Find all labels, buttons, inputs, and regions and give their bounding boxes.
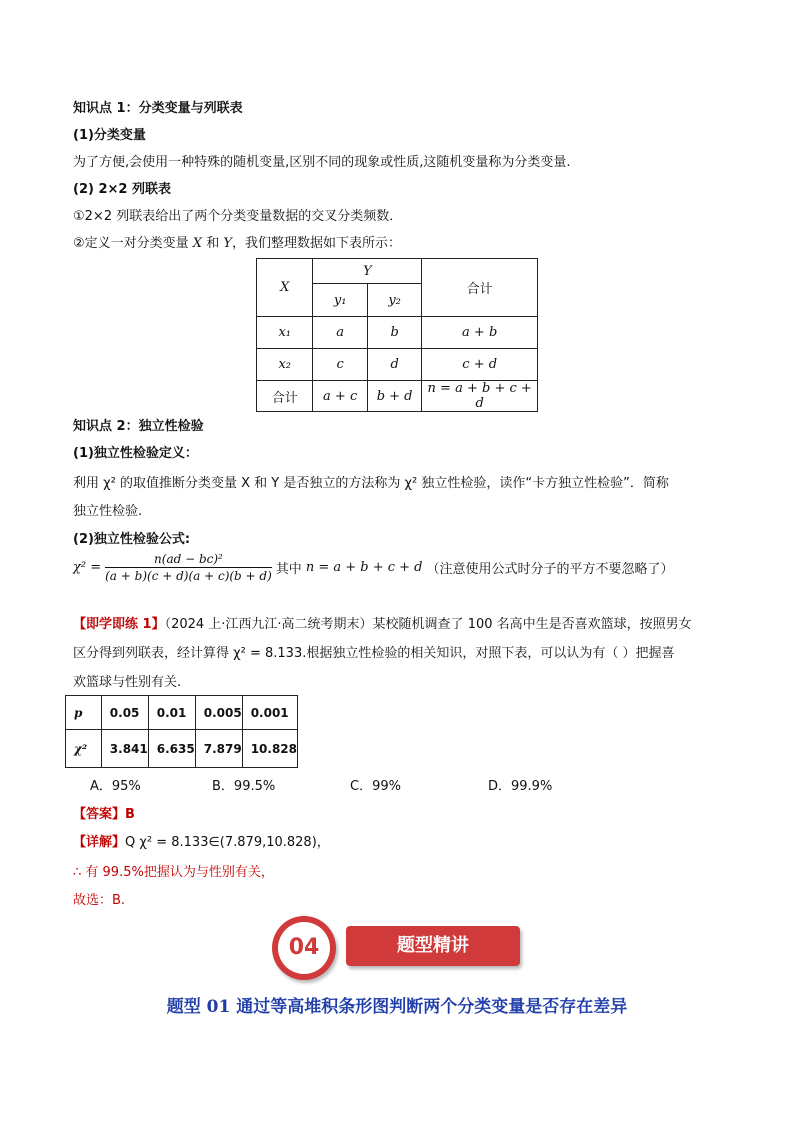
option-d: D．99.9% xyxy=(488,779,553,794)
ct-cell: a xyxy=(313,317,367,349)
ct-header-y1: y₁ xyxy=(313,284,367,317)
ct-cell: x₂ xyxy=(257,349,313,381)
ct-cell: x₁ xyxy=(257,317,313,349)
pt-cell: 7.879 xyxy=(195,730,242,768)
formula-n: n = a + b + c + d xyxy=(305,560,423,575)
kp1-item-1: ①2×2 列联表给出了两个分类变量数据的交叉分类频数． xyxy=(73,209,403,224)
chi-square-formula xyxy=(73,552,674,583)
item2-var-x: X xyxy=(192,236,203,251)
formula-note: （注意使用公式时分子的平方不要忽略了） xyxy=(426,562,674,577)
ct-cell: a + b xyxy=(422,317,538,349)
kp1-title: 知识点 1：分类变量与列联表 xyxy=(73,101,243,116)
ct-cell: a + c xyxy=(313,381,367,412)
kp1-text: 为了方便,会使用一种特殊的随机变量,区别不同的现象或性质,这随机变量称为分类变量. xyxy=(73,155,571,170)
answer-line xyxy=(73,803,135,822)
detail-line-1 xyxy=(73,831,330,850)
option-b: B．99.5% xyxy=(212,779,276,794)
item2-var-y: Y xyxy=(223,236,232,251)
answer-value: B xyxy=(125,807,135,822)
exercise-line-2: 区分得到列联表，经计算得 χ² = 8.133.根据独立性检验的相关知识，对照下表，可以认为有（ ）把握喜 xyxy=(73,646,675,661)
detail-line-2: ∴ 有 99.5%把握认为与性别有关， xyxy=(73,865,274,880)
kp2-subheading-1: (1)独立性检验定义： xyxy=(73,446,198,461)
exercise-line-1 xyxy=(73,613,692,632)
pt-cell: 3.841 xyxy=(101,730,148,768)
pt-cell: 6.635 xyxy=(148,730,195,768)
item2-text-and: 和 xyxy=(206,236,220,251)
exercise-tag: 【即学即练 1】 xyxy=(73,617,165,632)
section-label-banner: 题型精讲 xyxy=(346,926,520,966)
ct-header-total: 合计 xyxy=(422,259,538,317)
formula-numerator: n(ad − bc)² xyxy=(105,552,272,568)
kp2-definition-line-2: 独立性检验. xyxy=(73,504,143,519)
exercise-text-1: （2024 上·江西九江·高二统考期末）某校随机调查了 100 名高中生是否喜欢篮球，按照男女 xyxy=(164,617,692,632)
kp1-subheading-2: (2) 2×2 列联表 xyxy=(73,182,171,197)
kp2-subheading-2: (2)独立性检验公式: xyxy=(73,532,191,547)
contingency-table xyxy=(256,258,538,412)
critical-value-table xyxy=(65,695,298,768)
detail-text-1: Q χ² = 8.133∈(7.879,10.828)， xyxy=(125,835,330,850)
formula-denominator: (a + b)(c + d)(a + c)(b + d) xyxy=(105,569,272,583)
kp1-subheading-1: (1)分类变量 xyxy=(73,128,146,143)
pt-cell: 0.001 xyxy=(242,696,297,730)
pt-cell: 10.828 xyxy=(242,730,297,768)
answer-tag: 【答案】 xyxy=(73,807,126,822)
kp1-item-2 xyxy=(73,232,401,251)
ct-header-y: Y xyxy=(313,259,422,284)
kp2-title: 知识点 2：独立性检验 xyxy=(73,419,204,434)
item2-text-b: ，我们整理数据如下表所示： xyxy=(231,236,401,251)
ct-cell: n = a + b + c + d xyxy=(422,381,538,412)
pt-cell: 0.05 xyxy=(101,696,148,730)
formula-mid: 其中 xyxy=(275,562,302,577)
section-number-circle xyxy=(272,916,336,980)
ct-cell: c xyxy=(313,349,367,381)
ct-cell: 合计 xyxy=(257,381,313,412)
detail-line-3: 故选：B. xyxy=(73,893,126,908)
exercise-line-3: 欢篮球与性别有关. xyxy=(73,675,182,690)
ct-header-x: X xyxy=(257,259,313,317)
pt-cell: 0.005 xyxy=(195,696,242,730)
pt-cell: 0.01 xyxy=(148,696,195,730)
section-number: 04 xyxy=(278,922,330,974)
formula-fraction xyxy=(105,552,272,583)
formula-lhs: χ² = xyxy=(73,560,102,575)
ct-cell: d xyxy=(367,349,421,381)
section-title: 题型 01 通过等高堆积条形图判断两个分类变量是否存在差异 xyxy=(166,997,628,1017)
pt-cell: χ² xyxy=(66,730,102,768)
ct-cell: c + d xyxy=(422,349,538,381)
item2-text-a: ②定义一对分类变量 xyxy=(73,236,189,251)
ct-cell: b xyxy=(367,317,421,349)
option-c: C．99% xyxy=(350,779,401,794)
ct-cell: b + d xyxy=(367,381,421,412)
ct-header-y2: y₂ xyxy=(367,284,421,317)
pt-cell: p xyxy=(66,696,102,730)
option-a: A．95% xyxy=(90,779,141,794)
detail-tag: 【详解】 xyxy=(73,835,126,850)
kp2-definition-line-1: 利用 χ² 的取值推断分类变量 X 和 Y 是否独立的方法称为 χ² 独立性检验，读作“卡方独立性检验”．简称 xyxy=(73,476,669,491)
